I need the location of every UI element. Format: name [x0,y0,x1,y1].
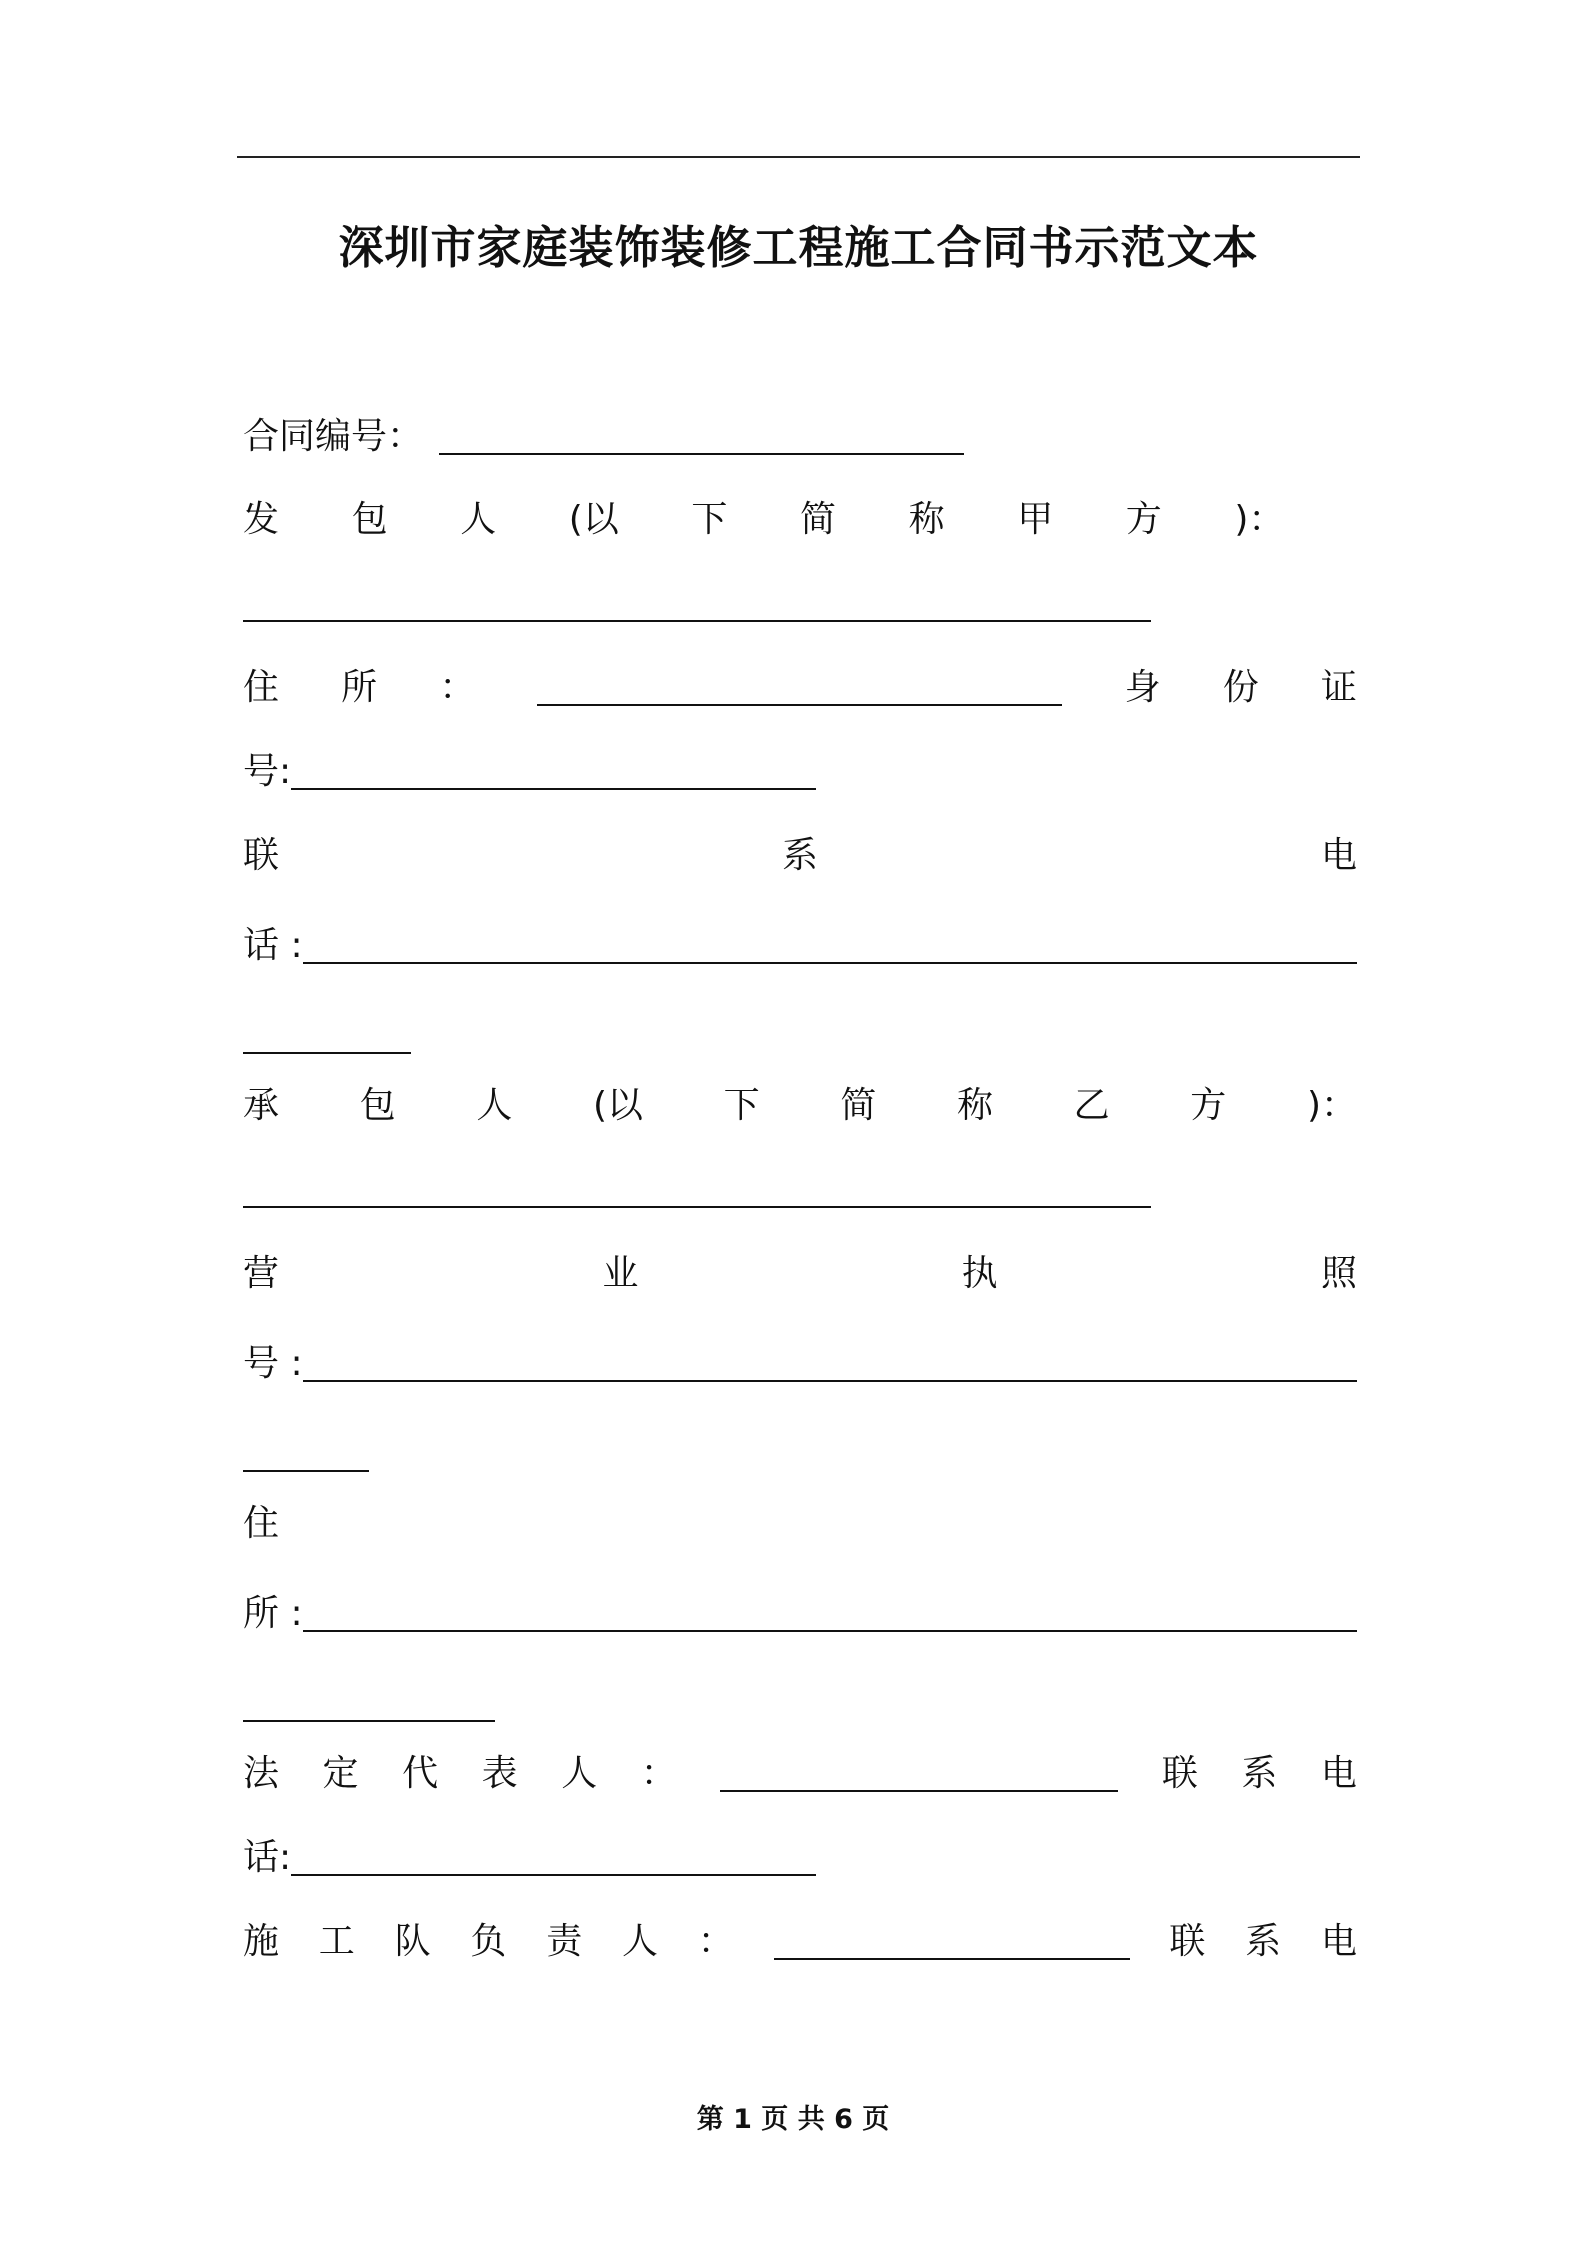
party-b-legal-rep-label-char: 表 [481,1753,518,1794]
party-b-license-label-tail: 号 : [243,1343,303,1384]
party-a-heading [243,490,1357,550]
party-a-phone-field-cont[interactable] [243,1022,411,1054]
party-b-legal-rep-phone-label-char: 电 [1320,1753,1357,1794]
page-footer: 第 1 页 共 6 页 [696,2104,890,2135]
party-b-legal-rep-label-char: ： [640,1753,677,1794]
party-a-id-label-char: 证 [1320,667,1357,708]
party-b-name-field[interactable] [243,1176,1151,1208]
party-b-license-field[interactable] [303,1350,1357,1382]
party-b-heading [243,1076,1357,1136]
party-b-team-leader-phone-label-char: 电 [1320,1921,1357,1962]
party-b-address-field-cont[interactable] [243,1690,495,1722]
party-b-license-label-line [243,1244,1357,1304]
party-b-legal-rep-line [243,1744,1357,1804]
party-a-heading-char: 人 [460,499,497,540]
party-b-address-line-cont [243,1674,1357,1734]
party-a-phone-line-cont [243,1006,1357,1066]
party-b-team-leader-label-char: 施 [243,1921,280,1962]
party-b-team-leader-label-char: 负 [470,1921,507,1962]
party-b-license-line [243,1334,1357,1394]
contract-number-field[interactable] [439,423,964,455]
party-a-id-line [243,742,1357,802]
party-a-id-label-char: 身 [1124,667,1161,708]
party-b-team-leader-phone-label-char: 系 [1245,1921,1282,1962]
party-a-phone-label-char: 联 [243,835,280,876]
party-b-heading-char: 人 [476,1085,513,1126]
party-b-team-leader-label-char: 工 [318,1921,355,1962]
party-b-heading-char: 包 [359,1085,396,1126]
party-b-license-label-char: 执 [961,1253,998,1294]
party-a-heading-char: 称 [908,499,945,540]
party-a-heading-char: 甲 [1017,499,1054,540]
party-b-address-line [243,1584,1357,1644]
party-b-license-line-cont [243,1424,1357,1484]
party-b-heading-char: 下 [723,1085,760,1126]
party-b-legal-rep-label-char: 代 [402,1753,439,1794]
party-b-heading-char: )： [1306,1085,1357,1126]
party-b-address-label-tail: 所 : [243,1593,303,1634]
party-a-phone-label-char: 系 [781,835,818,876]
party-a-name-field[interactable] [243,590,1151,622]
party-b-legal-rep-label-char: 人 [561,1753,598,1794]
party-a-address-label-char: ： [439,667,476,708]
party-b-license-label-char: 照 [1320,1253,1357,1294]
party-a-address-label-char: 所 [341,667,378,708]
party-b-address-label-head: 住 [243,1503,280,1544]
party-b-legal-rep-label-char: 定 [322,1753,359,1794]
party-b-heading-char: 承 [243,1085,280,1126]
party-b-heading-char: (以 [592,1085,644,1126]
party-a-heading-char: (以 [568,499,619,540]
party-a-heading-char: 包 [351,499,388,540]
party-a-heading-char: 方 [1125,499,1162,540]
party-a-phone-label-tail: 话 : [243,925,303,966]
party-b-team-leader-field[interactable] [774,1928,1130,1960]
party-b-team-leader-label-char: ： [697,1921,734,1962]
party-a-heading-char: 发 [243,499,280,540]
party-a-id-label-char: 份 [1222,667,1259,708]
party-b-heading-char: 称 [956,1085,993,1126]
party-b-name-line [243,1160,1357,1220]
party-a-address-label-char: 住 [243,667,280,708]
party-b-team-leader-phone-label-char: 联 [1169,1921,1206,1962]
party-b-team-leader-line [243,1912,1357,1972]
party-b-legal-rep-phone-line [243,1828,1357,1888]
party-a-id-label-tail: 号: [243,751,292,792]
party-b-license-label-char: 营 [243,1253,280,1294]
party-b-legal-rep-field[interactable] [720,1760,1118,1792]
party-b-license-field-cont[interactable] [243,1440,369,1472]
party-b-heading-char: 简 [840,1085,877,1126]
party-a-address-field[interactable] [537,674,1062,706]
header-rule [237,156,1360,158]
party-a-heading-char: 下 [691,499,728,540]
document-title: 深圳市家庭装饰装修工程施工合同书示范文本 [338,221,1259,274]
party-b-license-label-char: 业 [602,1253,639,1294]
party-b-legal-rep-phone-tail: 话: [243,1837,292,1878]
party-b-legal-rep-phone-field[interactable] [291,1844,816,1876]
party-b-heading-char: 方 [1190,1085,1227,1126]
contract-number-line [243,407,1357,467]
party-a-phone-line [243,916,1357,976]
party-b-address-label-line [243,1494,1357,1554]
party-b-legal-rep-label-char: 法 [243,1753,280,1794]
party-b-legal-rep-phone-label-char: 系 [1241,1753,1278,1794]
party-a-id-field[interactable] [291,758,816,790]
party-a-phone-field[interactable] [303,932,1357,964]
party-a-phone-label-line [243,826,1357,886]
party-b-legal-rep-phone-label-char: 联 [1161,1753,1198,1794]
party-a-phone-label-char: 电 [1320,835,1357,876]
party-a-name-line [243,574,1357,634]
party-a-heading-char: )： [1234,499,1285,540]
party-b-team-leader-label-char: 人 [621,1921,658,1962]
contract-number-label: 合同编号： [243,416,424,457]
party-a-address-line [243,658,1357,718]
party-b-team-leader-label-char: 责 [546,1921,583,1962]
party-a-heading-char: 简 [800,499,837,540]
party-b-heading-char: 乙 [1073,1085,1110,1126]
party-b-address-field[interactable] [303,1600,1357,1632]
party-b-team-leader-label-char: 队 [394,1921,431,1962]
